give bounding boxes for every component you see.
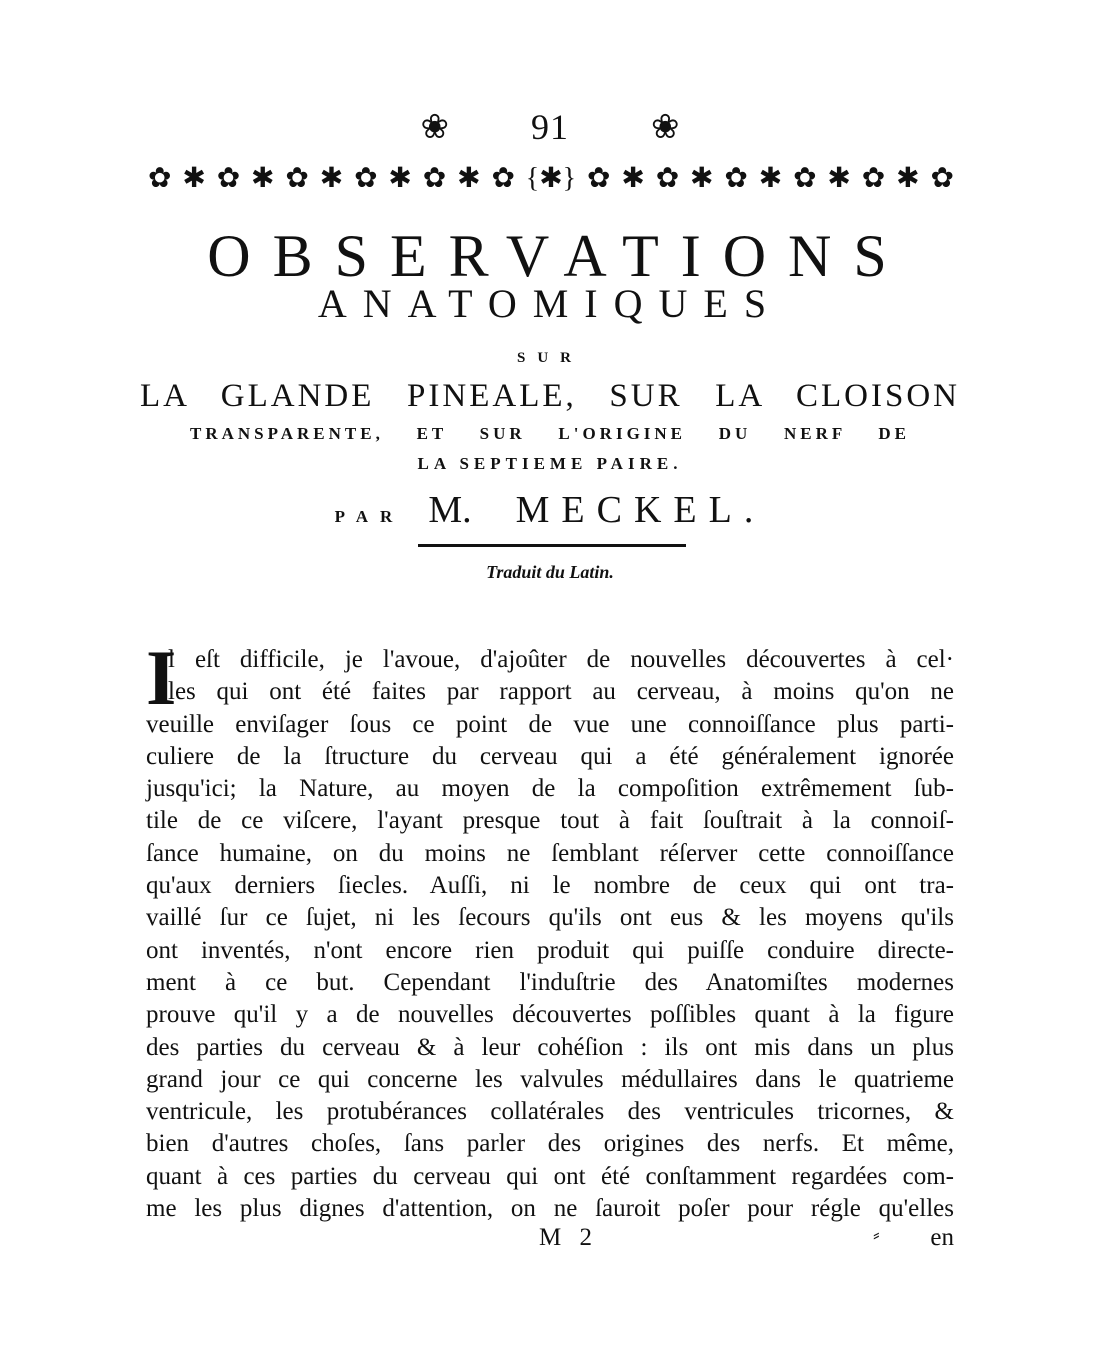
border-ornament-icon: ✱ — [621, 163, 645, 194]
border-ornament-icon: ✿ — [491, 163, 515, 194]
border-ornament-icon: ✿ — [354, 163, 378, 194]
border-ornament-icon: ✱ — [827, 163, 851, 194]
border-ornament-icon: ✿ — [861, 163, 886, 194]
border-ornament-icon: ✿ — [285, 163, 309, 194]
title-subject-line-3: LA SEPTIEME PAIRE. — [417, 454, 683, 473]
printer-mark-icon: ⸗ — [873, 1224, 880, 1246]
page-number: 91 — [531, 107, 569, 147]
border-ornament-icon: ✱ — [457, 163, 481, 194]
text-line: qu'aux derniers ſiecles. Auſſi, ni le nombre de ceux qui ont tra- — [146, 872, 954, 900]
text-line: me les plus dignes d'attention, on ne ſauroit poſer pour régle qu'elles — [146, 1195, 954, 1223]
text-line: veuille enviſager ſous ce point de vue une connoiſſance plus parti- — [146, 710, 954, 738]
fleuron-left-icon: ❀ — [420, 109, 449, 146]
text-line: l eſt difficile, je l'avoue, d'ajoûter de nouvelles découvertes à cel· — [168, 646, 954, 673]
signature-mark: M 2 — [539, 1224, 598, 1251]
border-ornament-icon: ✿ — [724, 163, 748, 194]
text-line: ſance humaine, on du moins ne ſemblant réſerver cette connoiſſance — [146, 839, 954, 867]
border-ornament-icon: ✱ — [388, 163, 412, 194]
author-byline — [0, 488, 1100, 532]
drop-cap: I — [146, 634, 177, 721]
text-line: tile de ce viſcere, l'ayant presque tout à fait ſouſtrait à la connoiſ- — [146, 807, 954, 835]
page-footer — [146, 1224, 954, 1258]
fleuron-right-icon: ❀ — [651, 109, 680, 146]
ornamental-border — [148, 158, 954, 198]
title-subject-line-2: TRANSPARENTE, ET SUR L'ORIGINE DU NERF DE — [190, 424, 910, 443]
title-sur: SUR — [516, 350, 583, 366]
body-paragraph — [146, 634, 954, 1225]
title-subject-line-1: LA GLANDE PINEALE, SUR LA CLOISON — [140, 378, 960, 414]
text-line: ventricule, les protubérances collatérales des ventricules tricornes, & — [146, 1098, 954, 1126]
text-line: ont inventés, n'ont encore rien produit qui puiſſe conduire directe- — [146, 936, 954, 964]
border-ornament-icon: ✱ — [182, 163, 206, 194]
text-line: quant à ces parties du cerveau qui ont été conſtamment regardées com- — [146, 1162, 954, 1190]
title-rule-divider — [418, 544, 686, 547]
border-ornament-icon: ✱ — [319, 163, 344, 194]
text-line: culiere de la ſtructure du cerveau qui a été généralement ignorée — [146, 742, 954, 770]
border-ornament-icon: ✿ — [422, 163, 447, 194]
border-ornament-icon: {✱} — [525, 163, 577, 194]
border-ornament-icon: ✱ — [690, 163, 714, 194]
translation-note: Traduit du Latin. — [486, 562, 614, 582]
byline-title: M. — [428, 489, 472, 531]
border-ornament-icon: ✿ — [587, 163, 611, 194]
text-line: bien d'autres choſes, ſans parler des origines des nerfs. Et même, — [146, 1130, 954, 1158]
text-line: grand jour ce qui concerne les valvules médullaires dans le quatrieme — [146, 1065, 954, 1093]
title-anatomiques: ANATOMIQUES — [317, 281, 783, 326]
border-ornament-icon: ✱ — [758, 163, 783, 194]
border-ornament-icon: ✿ — [655, 163, 680, 194]
border-ornament-icon: ✿ — [148, 163, 172, 194]
border-ornament-icon: ✱ — [251, 163, 275, 194]
border-ornament-icon: ✿ — [216, 163, 241, 194]
catchword: en — [930, 1224, 954, 1251]
border-ornament-icon: ✱ — [896, 163, 920, 194]
text-line: des parties du cerveau & à leur cohéſion : ils ont mis dans un plus — [146, 1033, 954, 1061]
text-line: vaillé ſur ce ſujet, ni les ſecours qu'ils ont eus & les moyens qu'ils — [146, 904, 954, 932]
border-ornament-icon: ✿ — [930, 163, 954, 194]
text-line: jusqu'ici; la Nature, au moyen de la compoſition extrêmement ſub- — [146, 775, 954, 803]
author-name: MECKEL. — [515, 489, 766, 531]
byline-par: PAR — [334, 507, 405, 526]
text-line: les qui ont été faites par rapport au cerveau, à moins qu'on ne — [168, 678, 954, 706]
title-observations: OBSERVATIONS — [207, 223, 909, 289]
border-ornament-icon: ✿ — [793, 163, 817, 194]
text-line: ment à ce but. Cependant l'induſtrie des Anatomiſtes modernes — [146, 968, 954, 996]
running-header — [0, 106, 1100, 148]
text-line: prouve qu'il y a de nouvelles découvertes poſſibles quant à la figure — [146, 1001, 954, 1029]
